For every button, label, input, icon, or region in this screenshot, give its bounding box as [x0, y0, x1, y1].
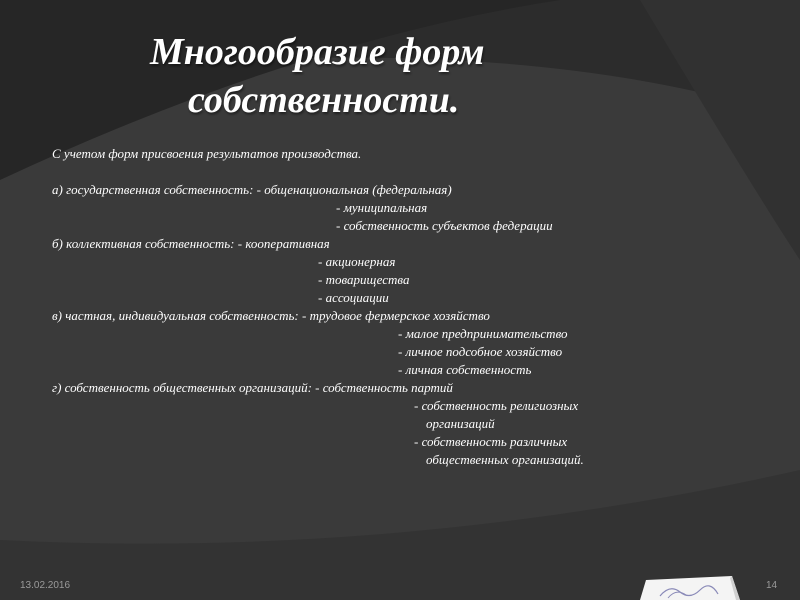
page-number: 14	[766, 580, 778, 591]
list-item: - личная собственность	[398, 362, 532, 377]
footer-date: 13.02.2016	[20, 580, 71, 591]
list-item: - товарищества	[318, 272, 410, 287]
stamp-logo-icon	[640, 576, 740, 600]
intro-text: С учетом форм присвоения результатов производства.	[52, 146, 362, 161]
list-item: - муниципальная	[336, 200, 428, 215]
group-d-heading: г) собственность общественных организаций: - собственность партий	[52, 380, 453, 395]
list-item: общественных организаций.	[426, 452, 584, 467]
list-item: - собственность субъектов федерации	[336, 218, 553, 233]
group-c-heading: в) частная, индивидуальная собственность: - трудовое фермерское хозяйство	[52, 308, 490, 323]
list-item: - собственность различных	[414, 434, 568, 449]
list-item: - собственность религиозных	[414, 398, 579, 413]
list-item: - малое предпринимательство	[398, 326, 568, 341]
group-b-heading: б) коллективная собственность: - кооперативная	[52, 236, 330, 251]
group-a-heading: а) государственная собственность: - общенациональная (федеральная)	[52, 182, 452, 197]
list-item: - акционерная	[318, 254, 396, 269]
list-item: организаций	[426, 416, 495, 431]
list-item: - ассоциации	[318, 290, 389, 305]
title-line-2: собственности.	[188, 79, 460, 121]
slide-title	[150, 28, 710, 124]
title-line-1: Многообразие форм	[150, 31, 485, 73]
list-item: - личное подсобное хозяйство	[398, 344, 563, 359]
